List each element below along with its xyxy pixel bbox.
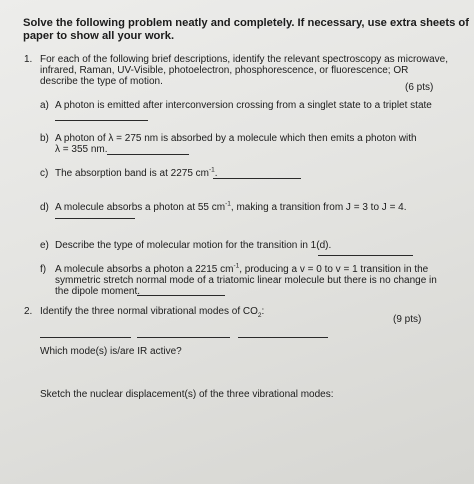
q1e-label: e) <box>40 240 49 251</box>
q2-points: (9 pts) <box>393 314 422 325</box>
q1a-text: A photon is emitted after interconversion crossing from a singlet state to a triplet state <box>55 100 432 111</box>
q1-intro-line-2: infrared, Raman, UV-Visible, photoelectron, phosphorescence, or fluorescence; OR <box>40 65 409 76</box>
q1-intro-line-1: For each of the following brief descriptions, identify the relevant spectroscopy as microwave, <box>40 54 448 65</box>
q1b-text-line-1: A photon of λ = 275 nm is absorbed by a molecule which then emits a photon with <box>55 133 417 144</box>
q1c-answer-blank[interactable] <box>213 178 301 179</box>
q1c-label: c) <box>40 168 49 179</box>
q1f-text-line-3: the dipole moment. <box>55 286 141 297</box>
instructions-line-2: paper to show all your work. <box>23 30 175 42</box>
q1f-label: f) <box>40 264 47 275</box>
q2-sketch-prompt: Sketch the nuclear displacement(s) of the three vibrational modes: <box>40 389 334 400</box>
q1-points: (6 pts) <box>405 82 434 93</box>
q1f-text-line-2: symmetric stretch normal mode of a triatomic linear molecule but there is no change in <box>55 275 437 286</box>
q1d-answer-blank[interactable] <box>55 218 135 219</box>
q1d-text: A molecule absorbs a photon at 55 $cm^{-1}$, making a transition from J = 3 to J = 4. <box>55 200 407 213</box>
q1f-answer-blank[interactable] <box>137 295 225 296</box>
q1b-label: b) <box>40 133 49 144</box>
q2-mode-1-blank[interactable] <box>40 337 131 338</box>
q1e-text: Describe the type of molecular motion for the transition in 1(d). <box>55 240 332 251</box>
q1f-text-line-1: A molecule absorbs a photon a 2215 $cm^{-1}$, producing a v = 0 to v = 1 transition in the <box>55 262 429 275</box>
q2-ir-question: Which mode(s) is/are IR active? <box>40 346 182 357</box>
q2-mode-3-blank[interactable] <box>238 337 328 338</box>
q1e-answer-blank[interactable] <box>318 255 413 256</box>
q1c-text: The absorption band is at 2275 $cm^{-1}$. <box>55 166 218 179</box>
q1-number: 1. <box>24 54 33 65</box>
q1a-label: a) <box>40 100 49 111</box>
instructions-line-1: Solve the following problem neatly and completely. If necessary, use extra sheets of <box>23 17 469 29</box>
q2-text: Identify the three normal vibrational modes of $CO_2$: <box>40 306 265 319</box>
q1-intro-line-3: describe the type of motion. <box>40 76 163 87</box>
q2-mode-2-blank[interactable] <box>137 337 230 338</box>
q1d-label: d) <box>40 202 49 213</box>
q1b-answer-blank[interactable] <box>107 154 189 155</box>
q2-number: 2. <box>24 306 33 317</box>
q1a-answer-blank[interactable] <box>55 120 148 121</box>
q1b-text-line-2: λ = 355 nm. <box>55 144 108 155</box>
